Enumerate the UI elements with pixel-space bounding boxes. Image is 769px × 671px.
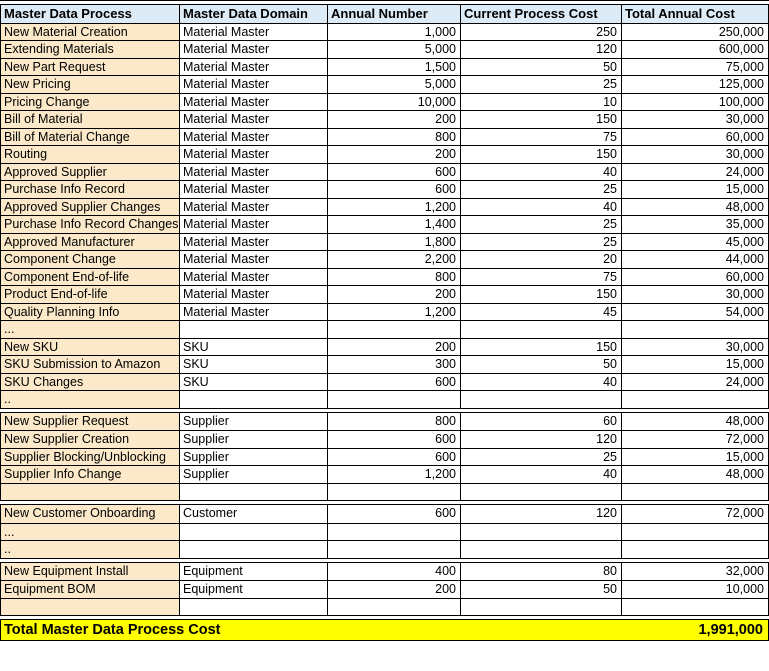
column-header[interactable]: Master Data Domain xyxy=(179,5,327,23)
cell[interactable] xyxy=(621,484,768,501)
column-header[interactable]: Current Process Cost xyxy=(460,5,621,23)
cell[interactable]: Material Master xyxy=(179,111,327,128)
table-row xyxy=(1,110,768,128)
cell[interactable]: New Material Creation xyxy=(1,24,179,41)
cell[interactable]: Bill of Material Change xyxy=(1,129,179,146)
table-row xyxy=(1,320,768,338)
cell[interactable]: New Equipment Install xyxy=(1,563,179,581)
cell[interactable]: 40 xyxy=(460,374,621,391)
cell[interactable] xyxy=(179,321,327,338)
cell[interactable] xyxy=(327,541,460,558)
cell[interactable]: 30,000 xyxy=(621,111,768,128)
table-row xyxy=(1,580,768,598)
cell[interactable] xyxy=(179,391,327,408)
table-row xyxy=(1,128,768,146)
cell[interactable]: 600 xyxy=(327,374,460,391)
cell[interactable]: 600 xyxy=(327,164,460,181)
table-section-material-master-and-sku xyxy=(0,4,769,409)
cell[interactable]: 100,000 xyxy=(621,94,768,111)
cell[interactable]: Bill of Material xyxy=(1,111,179,128)
cell[interactable]: 25 xyxy=(460,216,621,233)
table-row xyxy=(1,75,768,93)
cell[interactable]: Approved Supplier xyxy=(1,164,179,181)
table-row xyxy=(1,93,768,111)
table-row xyxy=(1,465,768,483)
total-value: 1,991,000 xyxy=(698,622,763,638)
cell[interactable]: 45,000 xyxy=(621,234,768,251)
cell[interactable]: 75 xyxy=(460,129,621,146)
cell[interactable]: Supplier Blocking/Unblocking xyxy=(1,449,179,466)
cell[interactable]: Material Master xyxy=(179,94,327,111)
cell[interactable]: 15,000 xyxy=(621,356,768,373)
table-section-equipment xyxy=(0,562,769,617)
cell[interactable] xyxy=(327,391,460,408)
cell[interactable] xyxy=(179,599,327,616)
cell[interactable]: SKU xyxy=(179,339,327,356)
cell[interactable] xyxy=(327,484,460,501)
total-row[interactable] xyxy=(0,619,769,641)
cell[interactable]: 200 xyxy=(327,146,460,163)
cell[interactable]: 25 xyxy=(460,449,621,466)
cell[interactable]: 600,000 xyxy=(621,41,768,58)
cell[interactable]: 300 xyxy=(327,356,460,373)
cell[interactable]: 200 xyxy=(327,339,460,356)
table-row xyxy=(1,180,768,198)
cell[interactable]: Component End-of-life xyxy=(1,269,179,286)
cell[interactable]: Customer xyxy=(179,505,327,523)
table-row xyxy=(1,563,768,581)
cell[interactable] xyxy=(1,484,179,501)
cell[interactable]: 24,000 xyxy=(621,164,768,181)
cell[interactable]: 150 xyxy=(460,111,621,128)
table-row xyxy=(1,163,768,181)
cell[interactable]: ... xyxy=(1,321,179,338)
cropped-row-edge xyxy=(0,0,769,1)
header-row xyxy=(1,5,768,23)
cell[interactable]: 150 xyxy=(460,339,621,356)
cell[interactable]: 60 xyxy=(460,413,621,431)
total-label: Total Master Data Process Cost xyxy=(4,622,221,638)
cell[interactable]: 40 xyxy=(460,199,621,216)
cell[interactable] xyxy=(460,599,621,616)
cell[interactable]: New Supplier Creation xyxy=(1,431,179,448)
cell[interactable]: Product End-of-life xyxy=(1,286,179,303)
cell[interactable]: .. xyxy=(1,541,179,558)
table-row xyxy=(1,483,768,501)
cell[interactable]: SKU xyxy=(179,356,327,373)
cell[interactable]: 250,000 xyxy=(621,24,768,41)
table-row xyxy=(1,198,768,216)
table-row xyxy=(1,215,768,233)
cell[interactable] xyxy=(327,524,460,541)
cell[interactable]: 1,500 xyxy=(327,59,460,76)
cell[interactable]: 200 xyxy=(327,111,460,128)
cell[interactable]: New Pricing xyxy=(1,76,179,93)
cell[interactable]: Approved Manufacturer xyxy=(1,234,179,251)
cell[interactable]: 150 xyxy=(460,286,621,303)
cell[interactable]: 50 xyxy=(460,59,621,76)
cell[interactable]: 2,200 xyxy=(327,251,460,268)
cell[interactable]: 40 xyxy=(460,466,621,483)
cell[interactable]: 54,000 xyxy=(621,304,768,321)
cell[interactable]: Supplier Info Change xyxy=(1,466,179,483)
cell[interactable]: 600 xyxy=(327,449,460,466)
cell[interactable]: New Customer Onboarding xyxy=(1,505,179,523)
cell[interactable]: Material Master xyxy=(179,216,327,233)
cell[interactable]: 24,000 xyxy=(621,374,768,391)
cell[interactable]: 75 xyxy=(460,269,621,286)
cell[interactable]: SKU xyxy=(179,374,327,391)
cell[interactable] xyxy=(460,524,621,541)
cell[interactable] xyxy=(621,541,768,558)
cell[interactable]: 35,000 xyxy=(621,216,768,233)
cell[interactable] xyxy=(621,524,768,541)
cell[interactable]: 800 xyxy=(327,129,460,146)
cell[interactable]: 800 xyxy=(327,413,460,431)
cell[interactable]: Component Change xyxy=(1,251,179,268)
cell[interactable]: 1,200 xyxy=(327,304,460,321)
cell[interactable]: 80 xyxy=(460,563,621,581)
cell[interactable]: 25 xyxy=(460,234,621,251)
cell[interactable]: Material Master xyxy=(179,76,327,93)
cell[interactable]: 5,000 xyxy=(327,41,460,58)
cell[interactable]: 75,000 xyxy=(621,59,768,76)
cell[interactable] xyxy=(460,321,621,338)
table-row xyxy=(1,58,768,76)
cell[interactable]: 45 xyxy=(460,304,621,321)
cell[interactable]: 1,200 xyxy=(327,466,460,483)
cell[interactable]: 120 xyxy=(460,41,621,58)
cell[interactable]: 72,000 xyxy=(621,505,768,523)
cell[interactable]: Approved Supplier Changes xyxy=(1,199,179,216)
cell[interactable]: 48,000 xyxy=(621,413,768,431)
cell[interactable]: 25 xyxy=(460,181,621,198)
table-row xyxy=(1,448,768,466)
table-row xyxy=(1,250,768,268)
cell[interactable]: 50 xyxy=(460,356,621,373)
cell[interactable]: 60,000 xyxy=(621,129,768,146)
column-header[interactable]: Annual Number xyxy=(327,5,460,23)
column-header[interactable]: Master Data Process xyxy=(1,5,179,23)
cell[interactable] xyxy=(179,484,327,501)
column-header[interactable]: Total Annual Cost xyxy=(621,5,768,23)
cell[interactable]: Material Master xyxy=(179,199,327,216)
cell[interactable]: 30,000 xyxy=(621,286,768,303)
cell[interactable] xyxy=(460,541,621,558)
cell[interactable]: 250 xyxy=(460,24,621,41)
cell[interactable]: 400 xyxy=(327,563,460,581)
table-row xyxy=(1,145,768,163)
cell[interactable]: 20 xyxy=(460,251,621,268)
cell[interactable]: 30,000 xyxy=(621,146,768,163)
table-row xyxy=(1,390,768,408)
table-row xyxy=(1,430,768,448)
cell[interactable]: Material Master xyxy=(179,286,327,303)
cell[interactable] xyxy=(327,321,460,338)
table-row xyxy=(1,373,768,391)
table-section-customer xyxy=(0,504,769,559)
cell[interactable]: ... xyxy=(1,524,179,541)
table-row xyxy=(1,233,768,251)
table-row xyxy=(1,523,768,541)
cell[interactable]: 48,000 xyxy=(621,466,768,483)
cell[interactable]: 10,000 xyxy=(327,94,460,111)
cell[interactable]: Supplier xyxy=(179,466,327,483)
cell[interactable] xyxy=(327,599,460,616)
cell[interactable]: 150 xyxy=(460,146,621,163)
cell[interactable]: 600 xyxy=(327,505,460,523)
cell[interactable]: Purchase Info Record Changes xyxy=(1,216,179,233)
cell[interactable]: Equipment xyxy=(179,563,327,581)
cell[interactable]: 44,000 xyxy=(621,251,768,268)
table-row xyxy=(1,285,768,303)
cell[interactable]: 120 xyxy=(460,505,621,523)
cell[interactable] xyxy=(1,599,179,616)
cell[interactable]: Supplier xyxy=(179,413,327,431)
cell[interactable]: 1,200 xyxy=(327,199,460,216)
cell[interactable]: 1,400 xyxy=(327,216,460,233)
cell[interactable]: Material Master xyxy=(179,181,327,198)
cell[interactable]: 10 xyxy=(460,94,621,111)
cell[interactable] xyxy=(621,599,768,616)
table-row xyxy=(1,540,768,558)
cell[interactable]: 30,000 xyxy=(621,339,768,356)
table-row xyxy=(1,40,768,58)
cell[interactable] xyxy=(179,524,327,541)
table-row xyxy=(1,505,768,523)
table-row xyxy=(1,355,768,373)
cell[interactable] xyxy=(621,391,768,408)
table-row xyxy=(1,23,768,41)
table-section-supplier xyxy=(0,412,769,502)
cell[interactable]: 25 xyxy=(460,76,621,93)
cell[interactable] xyxy=(460,484,621,501)
cell[interactable] xyxy=(460,391,621,408)
cell[interactable]: 125,000 xyxy=(621,76,768,93)
cell[interactable]: Material Master xyxy=(179,234,327,251)
cell[interactable]: 60,000 xyxy=(621,269,768,286)
table-row xyxy=(1,338,768,356)
cell[interactable]: New SKU xyxy=(1,339,179,356)
cell[interactable]: Material Master xyxy=(179,251,327,268)
cell[interactable]: Material Master xyxy=(179,129,327,146)
cell[interactable]: Extending Materials xyxy=(1,41,179,58)
cell[interactable]: Material Master xyxy=(179,304,327,321)
cell[interactable]: 32,000 xyxy=(621,563,768,581)
cell[interactable]: 120 xyxy=(460,431,621,448)
cell[interactable]: 48,000 xyxy=(621,199,768,216)
cell[interactable]: 5,000 xyxy=(327,76,460,93)
cell[interactable]: New Part Request xyxy=(1,59,179,76)
cell[interactable]: Material Master xyxy=(179,59,327,76)
cell[interactable]: Material Master xyxy=(179,146,327,163)
cell[interactable]: Material Master xyxy=(179,164,327,181)
cell[interactable]: 50 xyxy=(460,581,621,598)
cell[interactable]: 600 xyxy=(327,181,460,198)
cell[interactable]: 15,000 xyxy=(621,449,768,466)
table-row xyxy=(1,598,768,616)
cell[interactable]: 200 xyxy=(327,581,460,598)
cell[interactable]: 40 xyxy=(460,164,621,181)
cell[interactable]: Equipment BOM xyxy=(1,581,179,598)
cell[interactable]: Material Master xyxy=(179,41,327,58)
cell[interactable]: SKU Changes xyxy=(1,374,179,391)
cell[interactable]: 72,000 xyxy=(621,431,768,448)
cell[interactable]: Purchase Info Record xyxy=(1,181,179,198)
table-row xyxy=(1,268,768,286)
cell[interactable]: SKU Submission to Amazon xyxy=(1,356,179,373)
cell[interactable]: 15,000 xyxy=(621,181,768,198)
cell[interactable]: Supplier xyxy=(179,431,327,448)
cell[interactable]: Routing xyxy=(1,146,179,163)
cell[interactable]: 10,000 xyxy=(621,581,768,598)
cell[interactable]: Quality Planning Info xyxy=(1,304,179,321)
cell[interactable]: 1,800 xyxy=(327,234,460,251)
cell[interactable] xyxy=(621,321,768,338)
cell[interactable]: Pricing Change xyxy=(1,94,179,111)
cell[interactable]: 800 xyxy=(327,269,460,286)
cell[interactable]: 600 xyxy=(327,431,460,448)
cell[interactable]: Material Master xyxy=(179,24,327,41)
cell[interactable]: Equipment xyxy=(179,581,327,598)
cell[interactable] xyxy=(179,541,327,558)
cell[interactable]: Material Master xyxy=(179,269,327,286)
cell[interactable]: .. xyxy=(1,391,179,408)
cell[interactable]: Supplier xyxy=(179,449,327,466)
cell[interactable]: 200 xyxy=(327,286,460,303)
table-row xyxy=(1,303,768,321)
cell[interactable]: 1,000 xyxy=(327,24,460,41)
table-row xyxy=(1,413,768,431)
cell[interactable]: New Supplier Request xyxy=(1,413,179,431)
